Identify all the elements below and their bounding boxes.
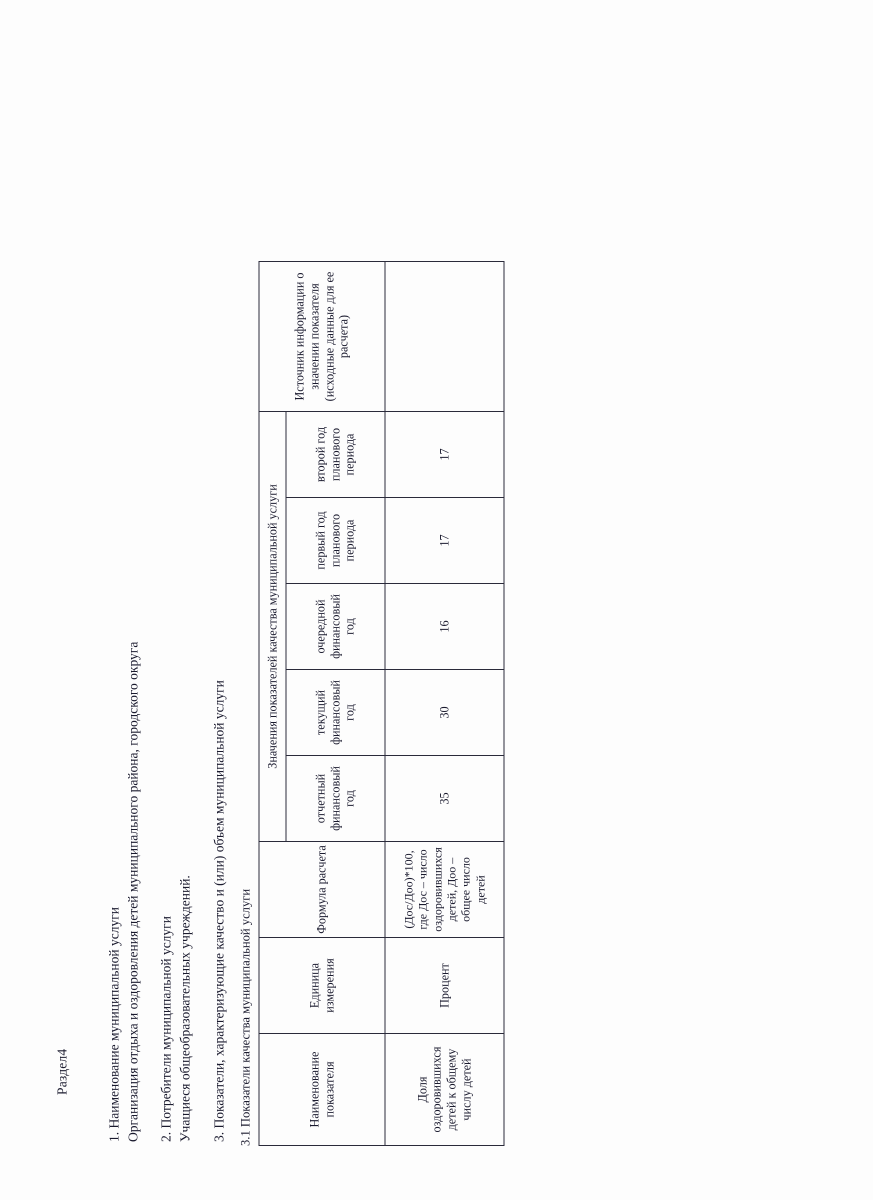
- cell-current-year: 30: [385, 670, 504, 756]
- column-group-header-values: Значения показателей качества муниципальной услуги: [259, 412, 286, 842]
- quality-indicators-table: [258, 261, 504, 1146]
- table-group-header-row: [259, 262, 286, 1146]
- quality-indicators-table-wrapper: [258, 261, 504, 1146]
- subsection-title: 3.1 Показатели качества муниципальной услуги: [238, 888, 252, 1146]
- cell-next-year: 16: [385, 584, 504, 670]
- column-header-source: Источник информации о значении показателя (исходные данные для ее расчета): [259, 262, 385, 412]
- cell-formula: (Дос/Доо)*100, где Дос – число оздоровившихся детей, Доо – общее число детей: [385, 842, 504, 938]
- document-headings: [104, 442, 228, 1142]
- column-header-reporting-year: отчетный финансовый год: [286, 756, 385, 842]
- cell-unit: Процент: [385, 938, 504, 1034]
- cell-plan-year-1: 17: [385, 498, 504, 584]
- heading-indicators: 3. Показатели, характеризующие качество и (или) объем муниципальной услуги: [210, 680, 226, 1142]
- cell-plan-year-2: 17: [385, 412, 504, 498]
- column-header-formula: Формула расчета: [259, 842, 385, 938]
- column-header-indicator-name: Наименование показателя: [259, 1034, 385, 1146]
- consumers-value: Учащиеся общеобразовательных учреждений.: [177, 875, 193, 1142]
- column-header-plan-year-2: второй год планового периода: [286, 412, 385, 498]
- column-header-unit: Единица измерения: [259, 938, 385, 1034]
- heading-service-name: 1. Наименование муниципальной услуги: [106, 907, 121, 1142]
- cell-source: [385, 262, 504, 412]
- heading-consumers: 2. Потребители муниципальной услуги: [158, 916, 174, 1142]
- table-row: [385, 262, 504, 1146]
- cell-reporting-year: 35: [385, 756, 504, 842]
- cell-indicator-name: Доля оздоровившихся детей к общему числу детей: [385, 1034, 504, 1146]
- column-header-next-year: очередной финансовый год: [286, 584, 385, 670]
- section-label: Раздел4: [54, 1048, 69, 1095]
- column-header-plan-year-1: первый год планового периода: [286, 498, 385, 584]
- service-name-value: Организация отдыха и оздоровления детей муниципального района, городского округа: [125, 641, 141, 1142]
- column-header-current-year: текущий финансовый год: [286, 670, 385, 756]
